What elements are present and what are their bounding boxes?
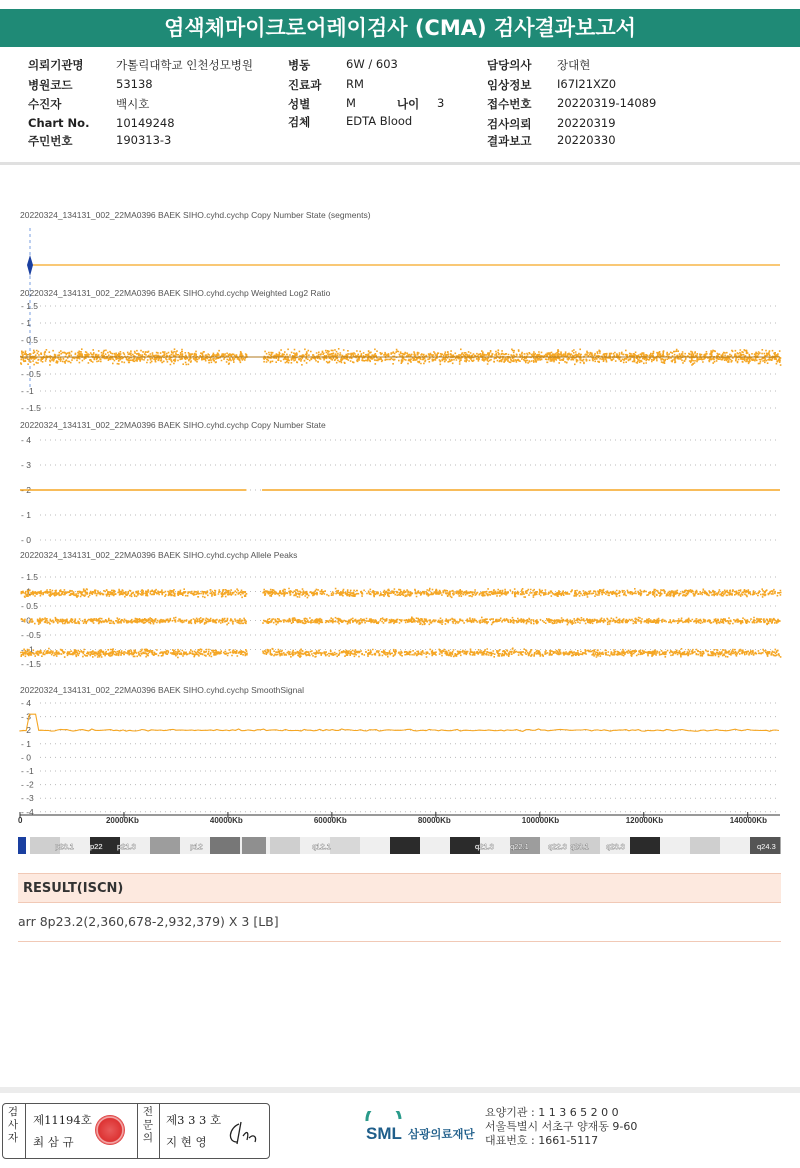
org-info	[485, 1106, 637, 1148]
examiner-seal	[95, 1115, 125, 1145]
y-tick-label: - 2	[21, 725, 31, 736]
y-tick-label: - 1	[21, 586, 31, 597]
panel-title: 20220324_134131_002_22MA0396 BAEK SIHO.cyhd.cychp Copy Number State	[20, 420, 326, 430]
specialist-signature	[225, 1118, 263, 1148]
ideogram-band	[690, 837, 721, 854]
panel-title: 20220324_134131_002_22MA0396 BAEK SIHO.cyhd.cychp SmoothSignal	[20, 685, 305, 695]
ideogram-band	[270, 837, 301, 854]
y-tick-label: - 2	[21, 485, 31, 495]
examiner-label: 검사자	[7, 1106, 19, 1144]
ideogram-band-label: p22	[90, 842, 103, 851]
doctor-value: 장대현	[557, 58, 591, 72]
ideogram-band-label: q21.3	[475, 842, 494, 851]
ideogram-band	[720, 837, 751, 854]
y-tick-label: - -0.5	[21, 369, 41, 379]
y-tick-label: - 0	[21, 615, 31, 626]
resident-no-label: 주민번호	[28, 134, 73, 148]
y-tick-label: - 4	[21, 435, 31, 445]
examinee-value: 백시호	[116, 97, 150, 111]
report-date-label: 결과보고	[487, 134, 532, 148]
hospital-code-value: 53138	[116, 77, 153, 91]
y-tick-label: - -4	[21, 806, 34, 817]
ward-value: 6W / 603	[346, 57, 398, 71]
patient-info	[0, 55, 800, 155]
y-tick-label: - -1.5	[21, 403, 41, 413]
y-tick-label: - -1	[21, 644, 34, 655]
result-text: arr 8p23.2(2,360,678-2,932,379) X 3 [LB]	[18, 914, 279, 929]
specialist-name: 지 현 영	[166, 1135, 207, 1149]
sml-logo-icon	[364, 1111, 482, 1145]
chart-no-label: Chart No.	[28, 116, 90, 130]
result-heading: RESULT(ISCN)	[18, 873, 781, 903]
x-tick-label: 60000Kb	[313, 816, 347, 825]
ideogram-centromere	[242, 837, 266, 854]
ideogram-band-label: q22.1	[510, 842, 529, 851]
ideogram-band-label: p12	[190, 842, 203, 851]
ideogram-band-label: p21.3	[117, 842, 136, 851]
institution-value: 가톨릭대학교 인천성모병원	[116, 58, 253, 72]
y-tick-label: - 1	[21, 510, 31, 520]
ideogram-band	[660, 837, 691, 854]
y-tick-label: - -3	[21, 793, 34, 804]
gain-marker	[27, 255, 33, 276]
sex-value: M	[346, 96, 356, 110]
y-tick-label: - 3	[21, 711, 31, 722]
clinical-value: I67I21XZ0	[557, 77, 617, 91]
ideogram-marker	[18, 837, 26, 854]
department-label: 진료과	[288, 78, 322, 92]
y-tick-label: - 1.5	[21, 572, 39, 582]
ideogram-band	[210, 837, 241, 854]
allele-peak-upper	[21, 586, 782, 598]
ideogram-band	[330, 837, 361, 854]
ideogram-band-label: q12.1	[312, 842, 331, 851]
x-tick-label: 140000Kb	[729, 816, 768, 825]
ideogram-band	[630, 837, 661, 854]
x-tick-label: 100000Kb	[521, 816, 560, 825]
sex-label: 성별	[288, 97, 311, 111]
x-tick-label: 0	[18, 816, 23, 825]
org-name: 삼광의료재단	[408, 1127, 475, 1141]
panel-title: 20220324_134131_002_22MA0396 BAEK SIHO.cyhd.cychp Weighted Log2 Ratio	[20, 288, 331, 298]
specialist-license: 제3 3 3 호	[166, 1113, 222, 1127]
hospital-code-label: 병원코드	[28, 78, 73, 92]
y-tick-label: - 0	[21, 752, 31, 763]
sml-logo	[364, 1111, 482, 1149]
ward-label: 병동	[288, 58, 311, 72]
age-value: 3	[437, 96, 445, 110]
svg-text:SML: SML	[366, 1124, 402, 1143]
x-tick-label: 40000Kb	[209, 816, 243, 825]
y-tick-label: - 1	[21, 738, 31, 749]
y-tick-label: - -1.5	[21, 659, 41, 669]
ideogram-band-label: q23.3	[606, 842, 625, 851]
examiner-name: 최 삼 규	[33, 1135, 74, 1149]
chart-no-value: 10149248	[116, 116, 175, 130]
clinical-label: 임상정보	[487, 78, 532, 92]
y-tick-label: - 0.5	[21, 601, 39, 611]
specimen-value: EDTA Blood	[346, 114, 413, 128]
ideogram-band-label: p23.1	[55, 842, 74, 851]
doctor-label: 담당의사	[487, 58, 532, 72]
x-tick-label: 20000Kb	[105, 816, 139, 825]
org-code: 요양기관 : 1 1 3 6 5 2 0 0	[485, 1106, 619, 1119]
examiner-license: 제11194호	[33, 1113, 92, 1127]
result-divider	[18, 941, 781, 942]
signature-box	[2, 1103, 270, 1159]
resident-no-value: 190313-3	[116, 133, 172, 147]
sig-separator	[137, 1104, 138, 1158]
department-value: RM	[346, 77, 364, 91]
y-tick-label: - 0.5	[21, 335, 39, 345]
specimen-label: 검체	[288, 115, 311, 129]
y-tick-label: - -1	[21, 386, 34, 396]
request-label: 검사의뢰	[487, 117, 532, 131]
ideogram-band	[150, 837, 181, 854]
ideogram-band-label: q22.3	[548, 842, 567, 851]
y-tick-label: - 1	[21, 318, 31, 328]
ideogram-band	[390, 837, 421, 854]
panel-title: 20220324_134131_002_22MA0396 BAEK SIHO.cyhd.cychp Copy Number State (segments)	[20, 210, 371, 220]
examinee-label: 수진자	[28, 97, 62, 111]
cma-chart	[0, 200, 800, 860]
y-tick-label: - 4	[21, 698, 31, 708]
allele-peak-middle	[21, 617, 781, 624]
footer	[0, 1093, 800, 1168]
y-tick-label: - 3	[21, 460, 31, 470]
receipt-label: 접수번호	[487, 97, 532, 111]
report-date-value: 20220330	[557, 133, 616, 147]
request-value: 20220319	[557, 116, 616, 130]
ideogram-band-label: q23.1	[570, 842, 589, 851]
sig-separator	[159, 1104, 160, 1158]
receipt-value: 20220319-14089	[557, 96, 657, 110]
org-phone: 대표번호 : 1661-5117	[485, 1134, 599, 1147]
report-title: 염색체마이크로어레이검사 (CMA) 검사결과보고서	[0, 9, 800, 47]
x-tick-label: 80000Kb	[417, 816, 451, 825]
ideogram-band	[420, 837, 451, 854]
y-tick-label: - -0.5	[21, 630, 41, 640]
specialist-label: 전문의	[142, 1106, 154, 1144]
y-tick-label: - -1	[21, 766, 34, 776]
y-tick-label: - 0	[21, 352, 31, 362]
cma-chart-svg	[0, 200, 800, 860]
org-address: 서울특별시 서초구 양재동 9-60	[485, 1120, 638, 1133]
x-tick-label: 120000Kb	[625, 816, 664, 825]
ideogram-band-label: q24.3	[757, 842, 776, 851]
sig-separator	[25, 1104, 26, 1158]
header-divider	[0, 162, 800, 165]
y-tick-label: - 0	[21, 535, 31, 545]
age-label: 나이	[397, 97, 420, 111]
y-tick-label: - -2	[21, 779, 34, 790]
ideogram-band	[360, 837, 391, 854]
y-tick-label: - 1.5	[21, 301, 39, 311]
panel-title: 20220324_134131_002_22MA0396 BAEK SIHO.cyhd.cychp Allele Peaks	[20, 550, 298, 560]
institution-label: 의뢰기관명	[28, 58, 84, 72]
